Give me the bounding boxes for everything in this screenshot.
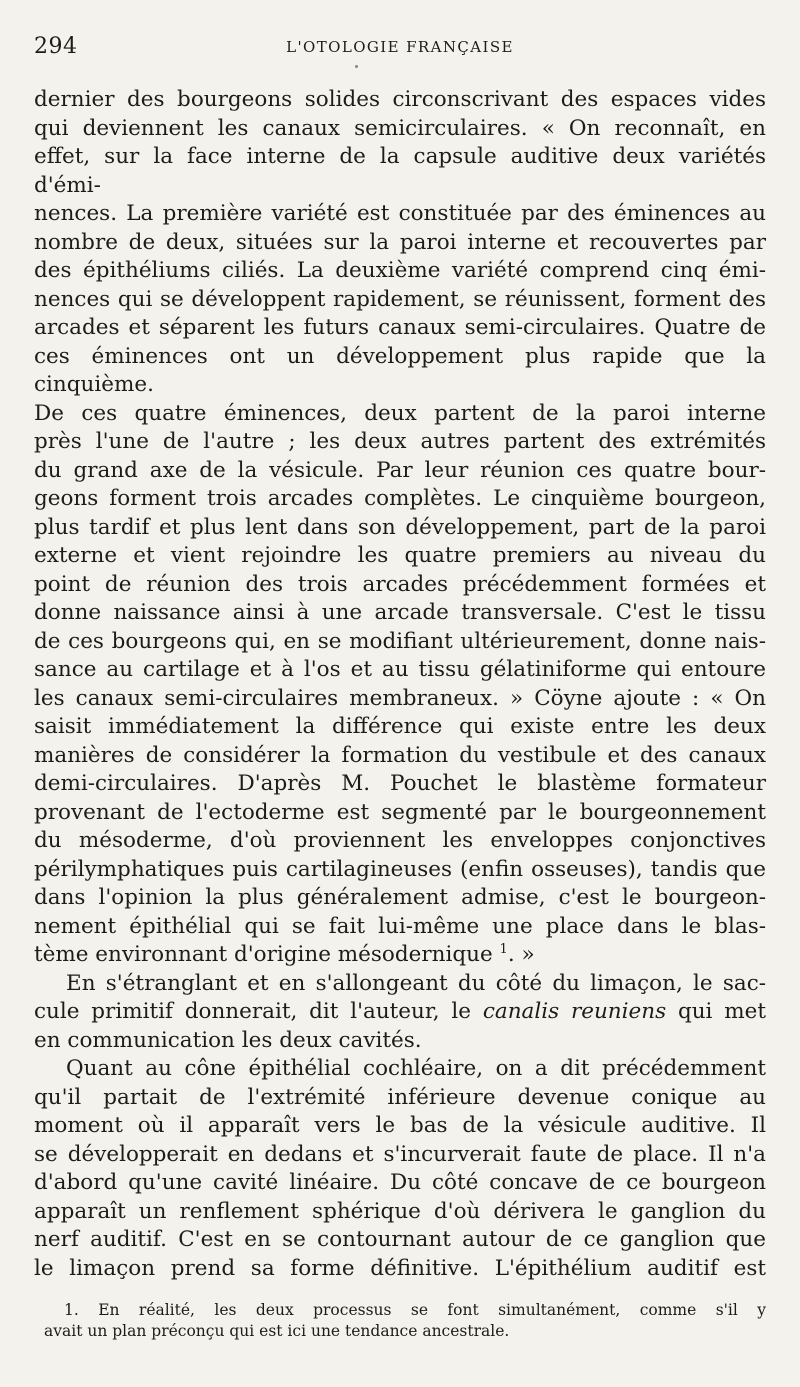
text-line: provenant de l'ectoderme est segmenté par le bourgeonnement [34, 799, 766, 825]
paragraph-2 [34, 970, 766, 1056]
text-line: du mésoderme, d'où proviennent les enveloppes conjonctives [34, 828, 766, 853]
text-line: d'abord qu'une cavité linéaire. Du côté concave de ce bourgeon [34, 1170, 766, 1195]
ink-dot [355, 65, 358, 68]
paragraph-3 [34, 1055, 766, 1283]
footnote-marker: 1 [499, 941, 508, 957]
text-line: De ces quatre éminences, deux partent de la paroi interne [34, 400, 766, 426]
text-line: le limaçon prend sa forme définitive. L'épithélium auditif est [34, 1255, 766, 1281]
text-line: donne naissance ainsi à une arcade transversale. C'est le tissu [34, 600, 766, 625]
text-line: apparaît un renflement sphérique d'où dérivera le ganglion du [34, 1198, 766, 1224]
footnote-line: 1. En réalité, les deux processus se font simultanément, comme s'il y [64, 1301, 766, 1319]
text-line: dans l'opinion la plus généralement admise, c'est le bourgeon- [34, 885, 766, 910]
page-header [34, 34, 766, 74]
text-line: des épithéliums ciliés. La deuxième variété comprend cinq émi- [34, 258, 766, 283]
text-line: externe et vient rejoindre les quatre premiers au niveau du [34, 543, 766, 568]
page-body [34, 86, 766, 1283]
text-line: arcades et séparent les futurs canaux semi-circulaires. Quatre de [34, 315, 766, 340]
page-number: 294 [34, 34, 78, 59]
text-line: saisit immédiatement la différence qui existe entre les deux [34, 714, 766, 739]
text-line: qui deviennent les canaux semicirculaires. « On reconnaît, en [34, 115, 766, 141]
text-segment: tème environnant d'origine mésodernique [34, 942, 493, 967]
text-segment: cule primitif donnerait, dit l'auteur, le [34, 999, 472, 1024]
text-line: ces éminences ont un développement plus rapide que la cinquième. [34, 343, 766, 397]
text-line: nences qui se développent rapidement, se réunissent, forment des [34, 286, 766, 312]
text-line: point de réunion des trois arcades précédemment formées et [34, 571, 766, 597]
text-line: demi-circulaires. D'après M. Pouchet le blastème formateur [34, 771, 766, 796]
latin-term: canalis reuniens [482, 999, 667, 1024]
text-line: nences. La première variété est constituée par des éminences au [34, 201, 766, 226]
text-line: plus tardif et plus lent dans son développement, part de la paroi [34, 514, 766, 540]
text-segment: qui met [666, 999, 766, 1024]
text-line: sance au cartilage et à l'os et au tissu gélatiniforme qui entoure [34, 657, 766, 682]
text-line: de ces bourgeons qui, en se modifiant ultérieurement, donne nais- [34, 628, 766, 654]
footnote-line: avait un plan préconçu qui est ici une tendance ancestrale. [44, 1322, 510, 1340]
running-title: L'OTOLOGIE FRANÇAISE [286, 38, 514, 56]
text-line: nombre de deux, situées sur la paroi interne et recouvertes par [34, 229, 766, 255]
footnote [44, 1300, 766, 1342]
text-line: geons forment trois arcades complètes. Le cinquième bourgeon, [34, 486, 766, 511]
text-line: moment où il apparaît vers le bas de la vésicule auditive. Il [34, 1113, 766, 1138]
text-line: du grand axe de la vésicule. Par leur réunion ces quatre bour- [34, 457, 766, 483]
text-line: près l'une de l'autre ; les deux autres partent des extrémités [34, 429, 766, 454]
text-segment: . » [507, 942, 535, 967]
text-line: se développerait en dedans et s'incurverait faute de place. Il n'a [34, 1141, 766, 1167]
text-line: effet, sur la face interne de la capsule auditive deux variétés d'émi- [34, 144, 766, 198]
text-line [34, 941, 766, 970]
text-line: en communication les deux cavités. [34, 1027, 422, 1053]
paragraph-1 [34, 86, 766, 970]
text-line: dernier des bourgeons solides circonscrivant des espaces vides [34, 87, 766, 112]
footnotes [44, 1300, 766, 1342]
text-line: nement épithélial qui se fait lui-même une place dans le blas- [34, 913, 766, 939]
text-line: En s'étranglant et en s'allongeant du côté du limaçon, le sac- [66, 970, 766, 996]
text-line: qu'il partait de l'extrémité inférieure devenue conique au [34, 1084, 766, 1110]
text-line: périlymphatiques puis cartilagineuses (enfin osseuses), tandis que [34, 856, 766, 882]
text-line: les canaux semi-circulaires membraneux. » Cöyne ajoute : « On [34, 685, 766, 711]
text-line: nerf auditif. C'est en se contournant autour de ce ganglion que [34, 1227, 766, 1252]
text-line [34, 998, 766, 1027]
text-line: manières de considérer la formation du vestibule et des canaux [34, 742, 766, 768]
text-line: Quant au cône épithélial cochléaire, on a dit précédemment [66, 1056, 766, 1081]
